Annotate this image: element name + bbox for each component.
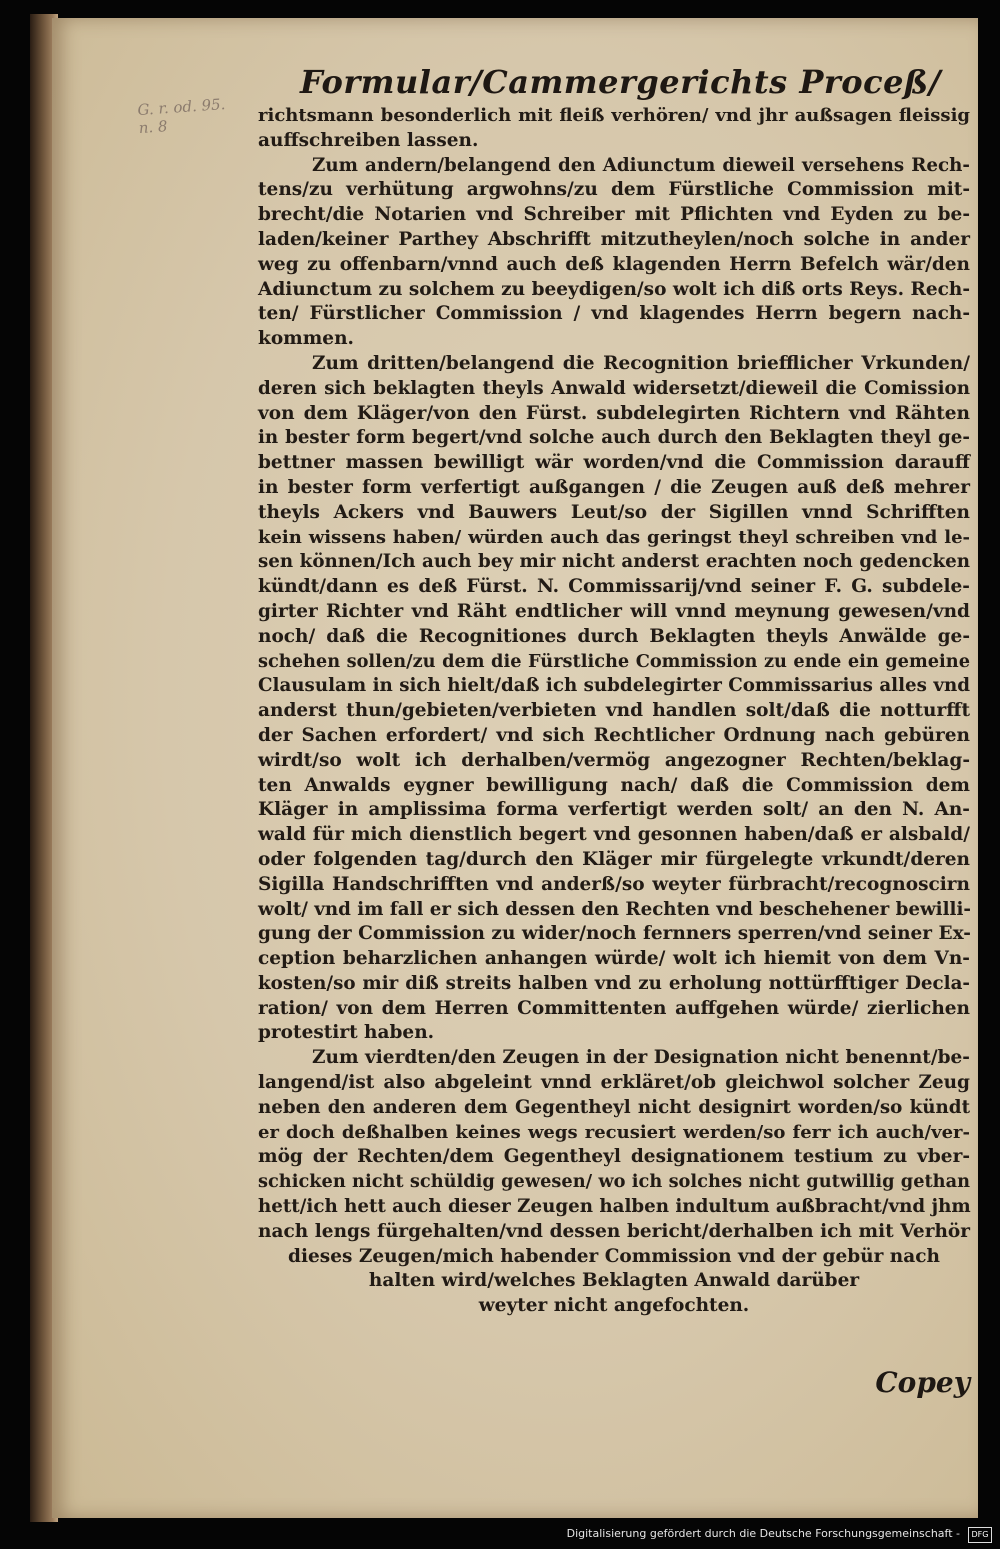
text-line: sen können/Ich auch bey mir nicht anderst erachten noch gedencken bbox=[258, 551, 970, 573]
text-line: weg zu offenbarn/vnnd auch deß klagenden Herrn Befelch wär/den bbox=[258, 253, 970, 275]
text-line: schehen sollen/zu dem die Fürstliche Commission zu ende ein gemeine bbox=[258, 650, 970, 672]
text-line: kein wissens haben/ würden auch das geringst theyl schreiben vnd le- bbox=[258, 526, 970, 548]
catchword: Copey bbox=[875, 1366, 970, 1399]
digitization-credit: Digitalisierung gefördert durch die Deutsche Forschungsgemeinschaft - bbox=[566, 1527, 960, 1540]
text-line: Zum vierdten/den Zeugen in der Designation nicht benennt/be- bbox=[312, 1047, 970, 1069]
text-line: auffschreiben lassen. bbox=[258, 129, 479, 151]
text-line: dieses Zeugen/mich habender Commission vnd der gebür nach bbox=[288, 1245, 940, 1267]
text-line: wirdt/so wolt ich derhalben/vermög angezogner Rechten/beklag- bbox=[258, 749, 970, 771]
text-line: anderst thun/gebieten/verbieten vnd handlen solt/daß die notturfft bbox=[258, 700, 970, 722]
text-line: neben den anderen dem Gegentheyl nicht designirt worden/so kündt bbox=[258, 1096, 970, 1118]
text-line: ration/ von dem Herren Committenten auffgehen würde/ zierlichen bbox=[258, 997, 970, 1019]
text-line: kommen. bbox=[258, 328, 354, 350]
text-line: bettner massen bewilligt wär worden/vnd die Commission darauff bbox=[258, 452, 970, 474]
text-line: mög der Rechten/dem Gegentheyl designationem testium zu vber- bbox=[258, 1146, 970, 1168]
text-line: Zum dritten/belangend die Recognition briefflicher Vrkunden/ bbox=[312, 352, 970, 374]
text-line: Adiunctum zu solchem zu beeydigen/so wolt ich diß orts Reys. Rech- bbox=[258, 278, 971, 300]
text-line: langend/ist also abgeleint vnnd erkläret/ob gleichwol solcher Zeug bbox=[258, 1072, 970, 1094]
text-line: wald für mich dienstlich begert vnd gesonnen haben/daß er alsbald/ bbox=[258, 824, 970, 846]
text-line: wolt/ vnd im fall er sich dessen den Rechten vnd beschehener bewilli- bbox=[258, 898, 971, 920]
text-line: nach lengs fürgehalten/vnd dessen bericht/derhalben ich mit Verhör bbox=[258, 1220, 970, 1242]
margin-annotation-line: G. r. od. 95. bbox=[136, 95, 226, 120]
dfg-logo-icon: DFG bbox=[968, 1527, 992, 1543]
text-line: deren sich beklagten theyls Anwald widersetzt/dieweil die Comission bbox=[258, 377, 970, 399]
text-line: der Sachen erfordert/ vnd sich Rechtlicher Ordnung nach gebüren bbox=[258, 724, 970, 746]
text-line: hett/ich hett auch dieser Zeugen halben indultum außbracht/vnd jhm bbox=[258, 1196, 971, 1218]
text-line: tens/zu verhütung argwohns/zu dem Fürstliche Commission mit- bbox=[258, 179, 970, 201]
margin-annotation-line: n. 8 bbox=[138, 117, 169, 138]
margin-annotation bbox=[137, 95, 229, 137]
text-line: weyter nicht angefochten. bbox=[478, 1295, 750, 1317]
text-line: protestirt haben. bbox=[258, 1022, 435, 1044]
text-line: in bester form verfertigt außgangen / die Zeugen auß deß mehrer bbox=[258, 476, 970, 498]
text-line: Clausulam in sich hielt/daß ich subdelegirter Commissarius alles vnd bbox=[258, 675, 970, 697]
text-line: ten/ Fürstlicher Commission / vnd klagendes Herrn begern nach- bbox=[258, 303, 970, 325]
text-line: ception beharzlichen anhangen würde/ wolt ich hiemit von dem Vn- bbox=[258, 948, 970, 970]
text-line: gung der Commission zu wider/noch fernners sperren/vnd seiner Ex- bbox=[258, 923, 971, 945]
body-text bbox=[258, 104, 970, 1319]
text-line: theyls Ackers vnd Bauwers Leut/so der Sigillen vnnd Schrifften bbox=[258, 501, 970, 523]
text-line: von dem Kläger/von den Fürst. subdelegirten Richtern vnd Rähten bbox=[258, 402, 970, 424]
text-line: er doch deßhalben keines wegs recusiert werden/so ferr ich auch/ver- bbox=[258, 1121, 970, 1143]
text-line: richtsmann besonderlich mit fleiß verhören/ vnd jhr außsagen fleissig bbox=[258, 105, 970, 126]
text-line: noch/ daß die Recognitiones durch Beklagten theyls Anwälde ge- bbox=[258, 625, 970, 647]
text-line: schicken nicht schüldig gewesen/ wo ich solches nicht gutwillig gethan bbox=[258, 1171, 970, 1193]
running-head: Formular/Cammergerichts Proceß/ bbox=[300, 63, 941, 101]
text-line: Kläger in amplissima forma verfertigt werden solt/ an den N. An- bbox=[258, 799, 970, 821]
text-line: girter Richter vnd Räht endtlicher will vnnd meynung gewesen/vnd bbox=[258, 600, 970, 622]
text-line: Sigilla Handschrifften vnd anderß/so weyter fürbracht/recognoscirn bbox=[258, 873, 970, 895]
text-line: ten Anwalds eygner bewilligung nach/ daß die Commission dem bbox=[258, 774, 970, 796]
text-line: in bester form begert/vnd solche auch durch den Beklagten theyl ge- bbox=[258, 427, 970, 449]
text-line: halten wird/welches Beklagten Anwald darüber bbox=[368, 1270, 860, 1292]
text-line: kosten/so mir diß streits halben vnd zu erholung nottürfftiger Decla- bbox=[258, 972, 970, 994]
text-line: Zum andern/belangend den Adiunctum dieweil versehens Rech- bbox=[312, 154, 970, 176]
text-line: oder folgenden tag/durch den Kläger mir fürgelegte vrkundt/deren bbox=[258, 848, 970, 870]
text-line: kündt/dann es deß Fürst. N. Commissarij/vnd seiner F. G. subdele- bbox=[258, 576, 970, 598]
text-line: laden/keiner Parthey Abschrifft mitzutheylen/noch solche in ander bbox=[258, 228, 970, 250]
text-line: brecht/die Notarien vnd Schreiber mit Pflichten vnd Eyden zu be- bbox=[258, 204, 970, 226]
